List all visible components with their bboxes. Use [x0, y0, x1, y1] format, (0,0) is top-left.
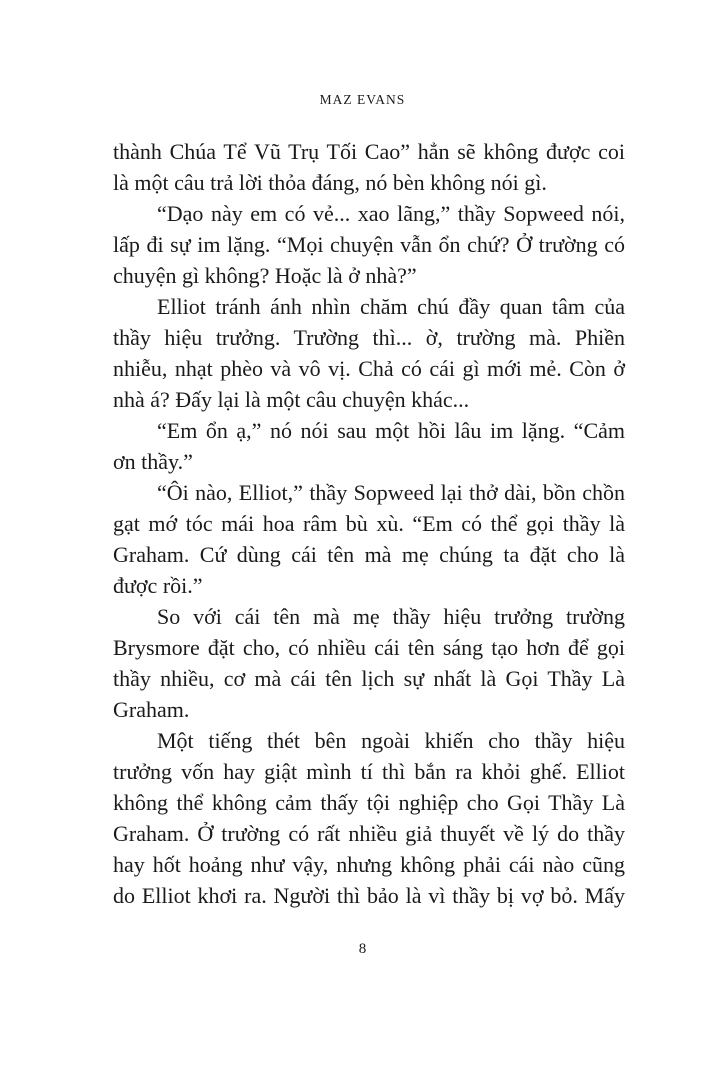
text-line: nhiễu, nhạt phèo và vô vị. Chả có cái gì mới mẻ. Còn ở	[113, 356, 625, 381]
text-line: là một câu trả lời thỏa đáng, nó bèn không nói gì.	[113, 170, 547, 195]
text-line: được rồi.”	[113, 573, 203, 598]
text-line: Graham.	[113, 697, 190, 722]
text-line: Graham. Ở trường có rất nhiều giả thuyết về lý do thầy	[113, 821, 625, 846]
text-line: trưởng vốn hay giật mình tí thì bắn ra khỏi ghế. Elliot	[113, 759, 625, 784]
body-text	[113, 136, 625, 911]
text-line: So với cái tên mà mẹ thầy hiệu trưởng trường	[157, 604, 625, 629]
text-line: lấp đi sự im lặng. “Mọi chuyện vẫn ổn chứ? Ở trường có	[113, 232, 625, 257]
text-line: chuyện gì không? Hoặc là ở nhà?”	[113, 263, 417, 288]
text-line: Một tiếng thét bên ngoài khiến cho thầy hiệu	[157, 728, 625, 753]
running-header: MAZ EVANS	[319, 92, 406, 107]
text-line: thầy nhiều, cơ mà cái tên lịch sự nhất là Gọi Thầy Là	[113, 666, 625, 691]
text-line: “Ôi nào, Elliot,” thầy Sopweed lại thở dài, bồn chồn	[157, 480, 625, 505]
text-line: thành Chúa Tể Vũ Trụ Tối Cao” hẳn sẽ không được coi	[113, 139, 625, 164]
page-number: 8	[358, 941, 367, 957]
text-line: do Elliot khơi ra. Người thì bảo là vì thầy bị vợ bỏ. Mấy	[113, 883, 625, 908]
text-line: ơn thầy.”	[113, 449, 193, 474]
text-line: nhà á? Đấy lại là một câu chuyện khác...	[113, 387, 470, 412]
text-line: thầy hiệu trưởng. Trường thì... ờ, trường mà. Phiền	[113, 325, 625, 350]
text-line: gạt mớ tóc mái hoa râm bù xù. “Em có thể gọi thầy là	[113, 511, 625, 536]
text-line: hay hốt hoảng như vậy, nhưng không phải cái nào cũng	[113, 852, 625, 877]
text-line: Graham. Cứ dùng cái tên mà mẹ chúng ta đặt cho là	[113, 542, 625, 567]
text-line: không thể không cảm thấy tội nghiệp cho Gọi Thầy Là	[113, 790, 625, 815]
text-line: Elliot tránh ánh nhìn chăm chú đầy quan tâm của	[157, 294, 625, 319]
text-line: “Em ổn ạ,” nó nói sau một hồi lâu im lặng. “Cảm	[157, 418, 625, 443]
text-line: Brysmore đặt cho, có nhiều cái tên sáng tạo hơn để gọi	[113, 635, 625, 660]
text-line: “Dạo này em có vẻ... xao lãng,” thầy Sopweed nói,	[157, 201, 625, 226]
